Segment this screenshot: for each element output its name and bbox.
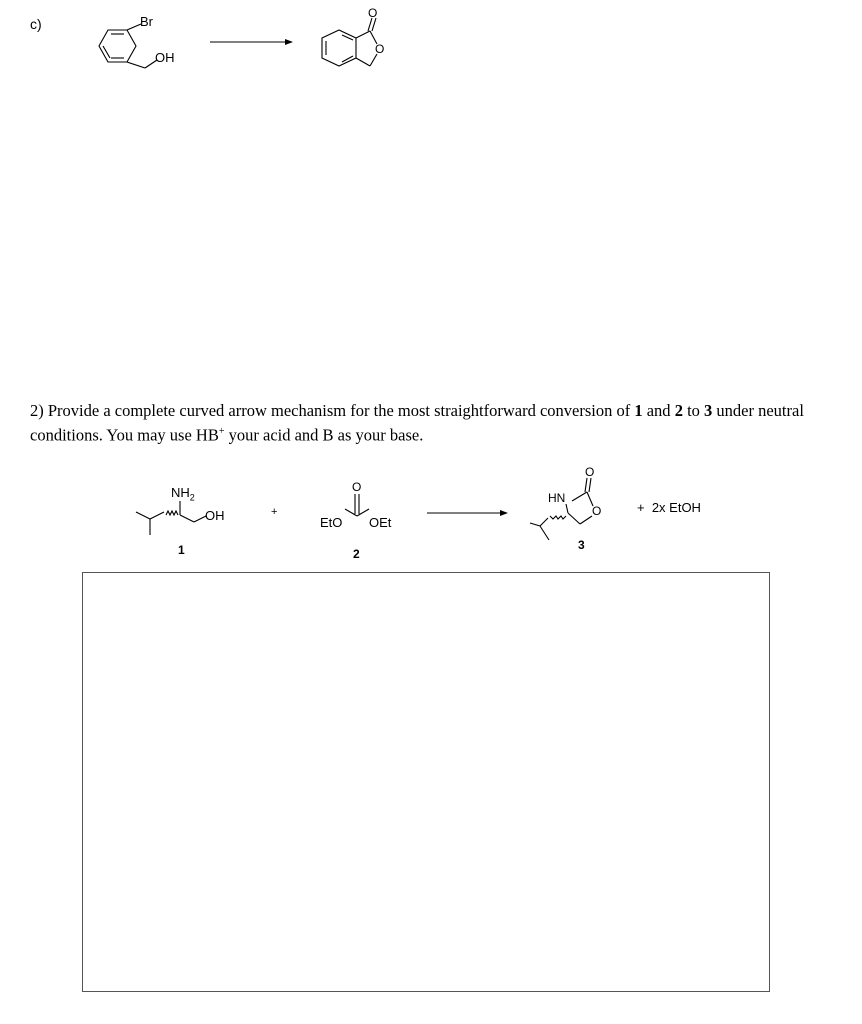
compound-2-diethyl-carbonate xyxy=(345,494,369,516)
compound-3-oxazolidinone xyxy=(530,478,593,540)
part-c-label: c) xyxy=(30,16,42,32)
compound-ref-3: 3 xyxy=(704,401,713,420)
c-br-bond xyxy=(127,24,141,30)
eto-label: EtO xyxy=(320,515,343,530)
compound-number-1: 1 xyxy=(178,543,185,557)
reactant-benzene-ring xyxy=(99,24,157,68)
product-phthalide xyxy=(322,18,377,66)
br-label: Br xyxy=(140,14,153,29)
carbonyl-o-label-compound-2: O xyxy=(352,480,362,494)
nh2-label: $NH_2$ xyxy=(171,485,195,503)
hn-label: HN xyxy=(548,491,566,505)
answer-box[interactable] xyxy=(82,572,770,992)
compound-number-2: 2 xyxy=(353,547,360,561)
ring-o-label-product: O xyxy=(375,42,385,56)
compound-1-valinol xyxy=(136,501,206,535)
part-c-reaction-arrow xyxy=(210,39,293,45)
compound-ref-2: 2 xyxy=(674,401,683,420)
ring-o-label-compound-3: O xyxy=(592,504,602,518)
oet-label: OEt xyxy=(369,515,392,530)
plus-sign: + xyxy=(271,506,278,518)
scheme-2-reaction-arrow xyxy=(427,510,508,516)
compound-number-3: 3 xyxy=(578,538,585,552)
carbonyl-o-label-compound-3: O xyxy=(585,465,595,479)
compound-ref-1: 1 xyxy=(634,401,643,420)
question-2-text: 2) Provide a complete curved arrow mechanism for the most straightforward conversion of 1 and 2 to 3 under neutral conditions. You may use HB+ your acid and B as your base. xyxy=(30,401,804,445)
oh-label-reactant: OH xyxy=(155,50,175,65)
oh-label-compound-1: OH xyxy=(205,508,225,523)
ch2-bond xyxy=(127,62,145,68)
carbonyl-o-label-product: O xyxy=(368,6,378,20)
byproduct-etoh: + 2x EtOH xyxy=(637,500,701,515)
